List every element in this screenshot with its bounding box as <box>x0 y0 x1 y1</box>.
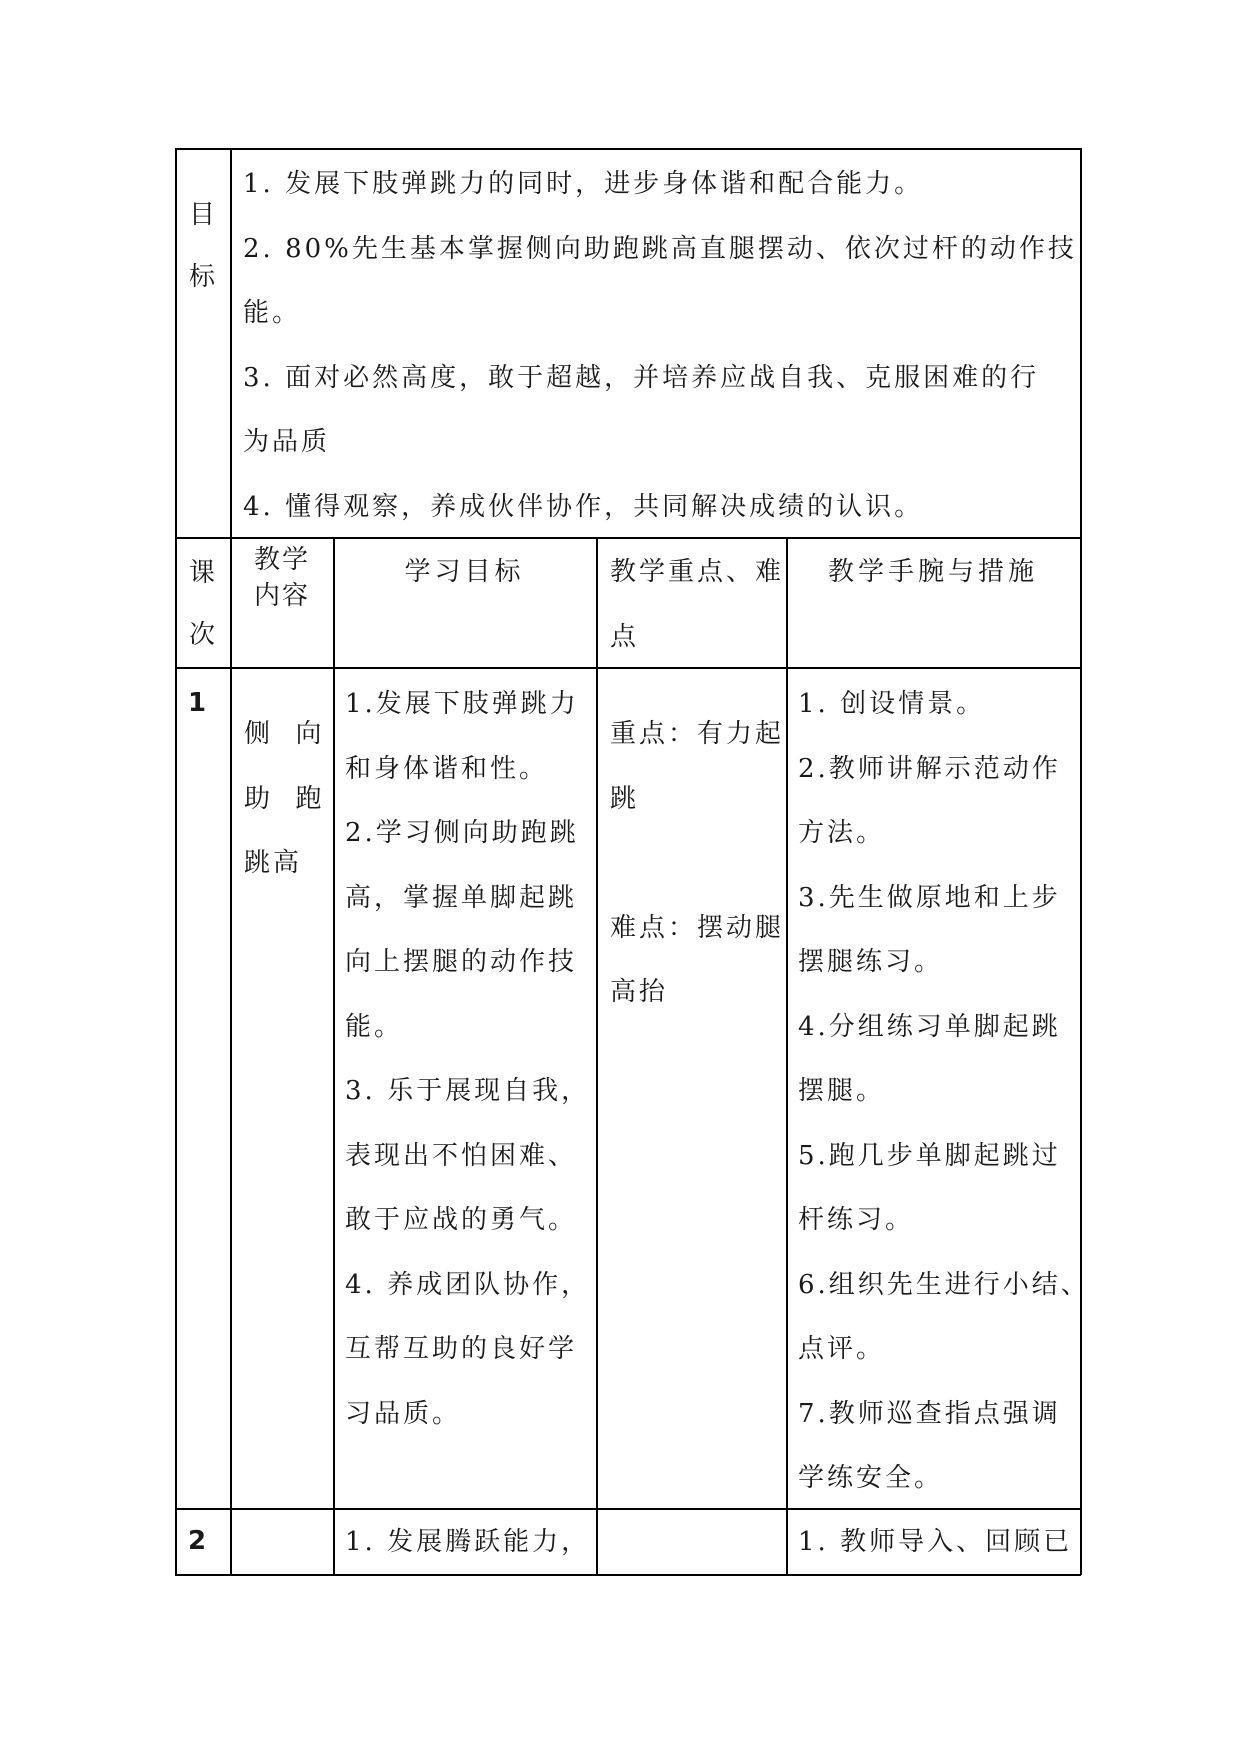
header-content-line: 内容 <box>253 581 310 611</box>
objective-line: 1. 发展下肢弹跳力的同时，进步身体谐和配合能力。 <box>243 169 924 199</box>
row-1-content <box>244 702 325 896</box>
row-1-goal-line: 4. 养成团队协作， <box>345 1269 591 1300</box>
row-1-method-line: 4.分组练习单脚起跳 <box>798 1011 1061 1042</box>
objective-line: 能。 <box>243 298 302 328</box>
row-1-goal-line: 1.发展下肢弹跳力 <box>345 689 579 719</box>
column-divider-4 <box>786 537 788 1575</box>
row-1-method-line: 3.先生做原地和上步 <box>798 882 1061 913</box>
objective-line: 为品质 <box>243 427 331 457</box>
row-1-methods <box>798 672 1090 1511</box>
row-1-goal-line: 能。 <box>345 1011 404 1042</box>
row-1-key-line: 高抬 <box>610 977 669 1007</box>
row-1-goal-line: 互帮互助的良好学 <box>345 1334 578 1364</box>
row-1-goal-line: 敢于应战的勇气。 <box>345 1205 578 1235</box>
table-border-top <box>175 148 1081 150</box>
row-1-method-line: 摆腿练习。 <box>798 947 944 977</box>
header-lesson-char: 次 <box>188 620 215 650</box>
objectives-text <box>243 152 1077 539</box>
row-2-methods <box>798 1510 1072 1575</box>
header-content <box>232 542 332 614</box>
objective-line: 3. 面对必然高度，敢于超越，并培养应战自我、克服困难的行 <box>243 362 1040 393</box>
header-content-line: 教学 <box>253 545 310 575</box>
row-1-key-line: 重点：有力起 <box>610 719 785 749</box>
row-1-goal-line: 习品质。 <box>345 1398 462 1429</box>
row-1-method-line: 5.跑几步单脚起跳过 <box>798 1140 1061 1171</box>
row-1-method-line: 学练安全。 <box>798 1463 944 1493</box>
row-2-goal-line: 1. 发展腾跃能力， <box>345 1527 591 1557</box>
row-1-goal-line: 向上摆腿的动作技 <box>345 947 578 977</box>
row-1-content-line: 助 跑 <box>244 783 325 814</box>
objectives-label-char: 标 <box>188 262 215 292</box>
row-1-goal-line: 高，掌握单脚起跳 <box>345 882 578 913</box>
column-divider-1 <box>230 148 232 1575</box>
objectives-label-char: 目 <box>188 200 215 230</box>
header-goals: 学习目标 <box>404 557 525 587</box>
row-1-method-line: 点评。 <box>798 1334 886 1364</box>
row-1-method-line: 1. 创设情景。 <box>798 689 986 719</box>
header-key-points <box>610 540 784 669</box>
row-1-goal-line: 表现出不怕困难、 <box>345 1140 578 1171</box>
row-2-goals <box>345 1510 590 1575</box>
row-1-goals <box>345 672 590 1446</box>
objective-line: 2. 80%先生基本掌握侧向助跑跳高直腿摆动、依次过杆的动作技 <box>243 233 1077 264</box>
objective-line: 4. 懂得观察，养成伙伴协作，共同解决成绩的认识。 <box>243 491 924 522</box>
header-key-line: 点 <box>610 621 640 652</box>
header-lesson-char: 课 <box>188 558 215 588</box>
row-1-method-line: 杆练习。 <box>798 1205 915 1235</box>
table-border-left <box>175 148 177 1575</box>
header-key-line: 教学重点、难 <box>610 557 785 587</box>
header-methods: 教学手腕与措施 <box>827 557 1038 587</box>
row-1-key-line <box>610 831 784 896</box>
row-1-key-line: 跳 <box>610 783 640 814</box>
row-1-goal-line: 3. 乐于展现自我， <box>345 1076 591 1106</box>
column-divider-2 <box>333 537 335 1575</box>
row-1-method-line: 7.教师巡查指点强调 <box>798 1398 1061 1429</box>
row-1-key-points <box>610 702 784 1025</box>
objectives-label <box>182 184 222 308</box>
row-1-goal-line: 2.学习侧向助跑跳 <box>345 818 579 848</box>
row-1-key-line: 难点：摆动腿 <box>610 912 785 943</box>
row-1-number: 1 <box>188 688 207 718</box>
row-1-goal-line: 和身体谐和性。 <box>345 753 549 784</box>
row-1-method-line: 2.教师讲解示范动作 <box>798 753 1061 784</box>
row-1-method-line: 6.组织先生进行小结、 <box>798 1269 1090 1300</box>
row-2-number: 2 <box>188 1526 207 1556</box>
header-lesson <box>182 542 222 666</box>
row-1-content-line: 侧 向 <box>244 719 325 749</box>
row-1-method-line: 方法。 <box>798 818 886 848</box>
row-2-method-line: 1. 教师导入、回顾已 <box>798 1527 1073 1557</box>
column-divider-3 <box>596 537 598 1575</box>
row-1-method-line: 摆腿。 <box>798 1076 886 1106</box>
row-1-content-line: 跳高 <box>244 848 303 878</box>
